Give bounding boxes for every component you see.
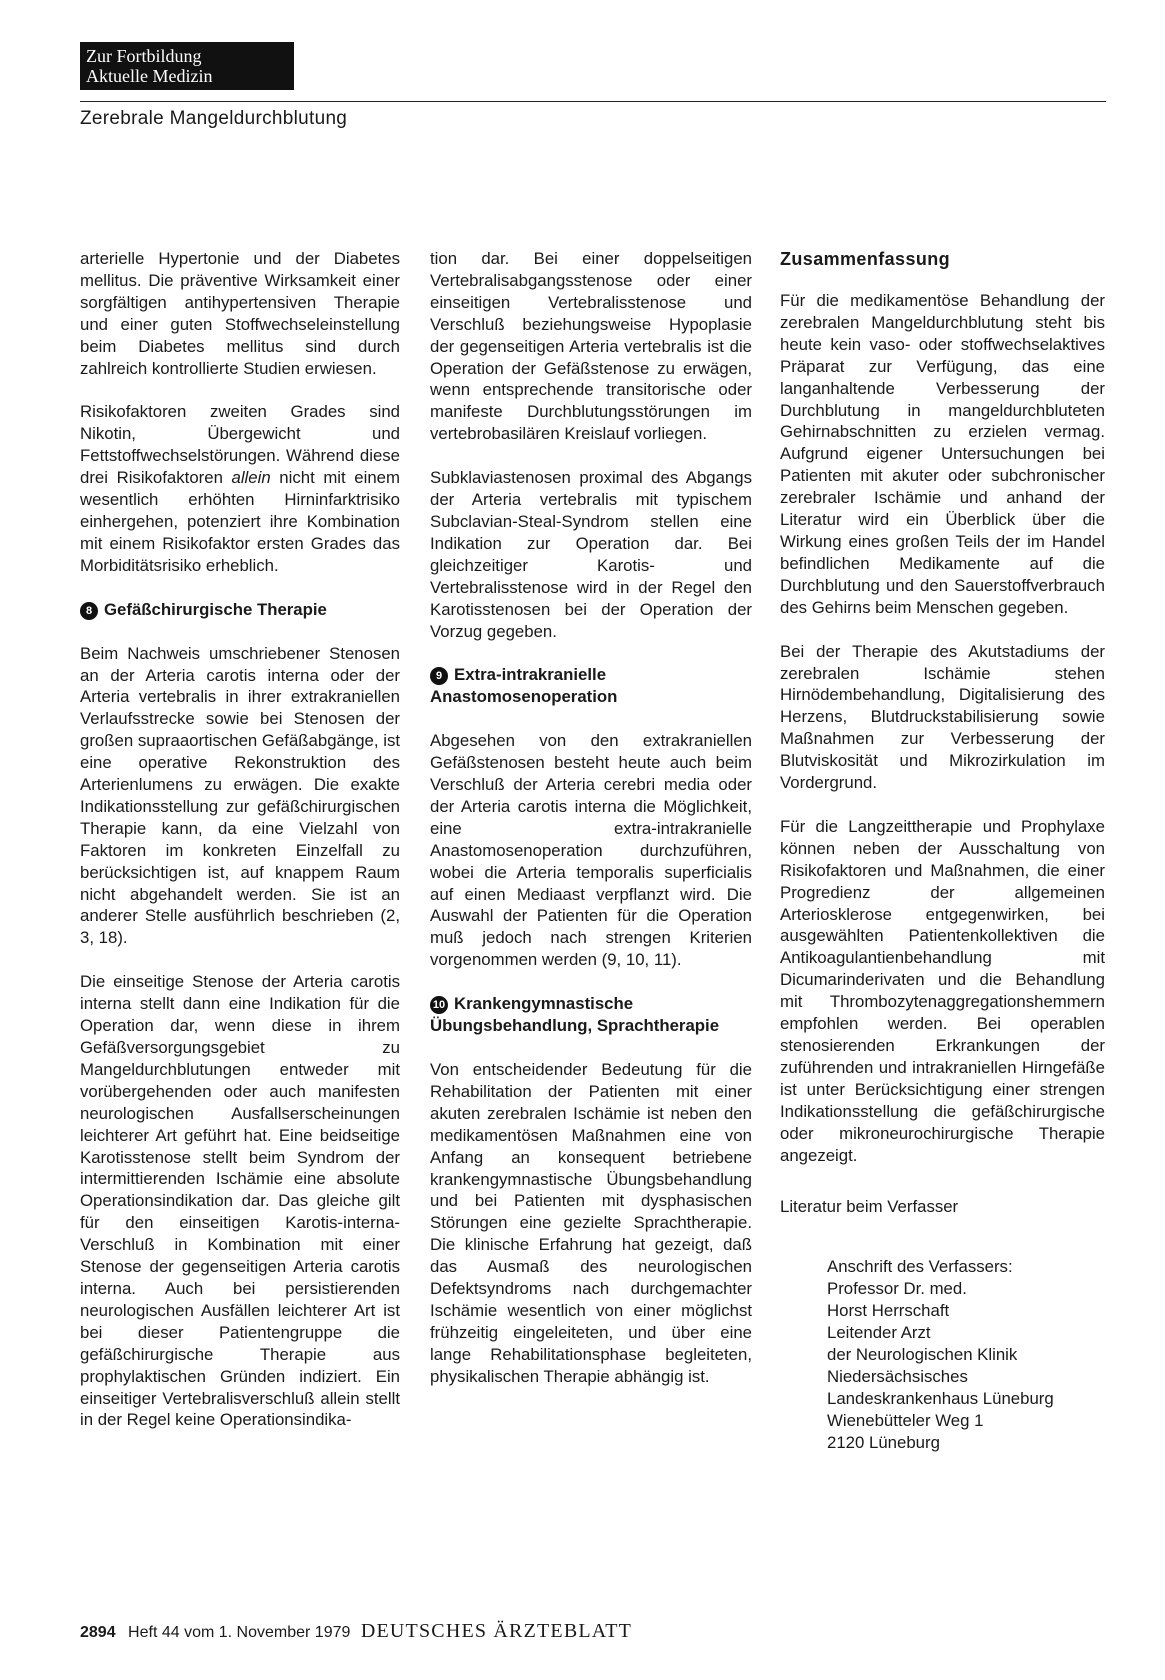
paragraph: tion dar. Bei einer doppelseitigen Vertebralisabgangsstenose oder einer einseitigen Vertebralisstenose und Verschluß beziehungsweise Hypoplasie der gegenseitigen Arteria vertebralis ist die Operation der Gefäßstenose zu erwägen, wenn entsprechende transitorische oder manifeste Durchblutungsstörungen im vertebrobasilären Kreislauf vorliegen. [430,249,752,444]
section-number-badge: 9 [430,667,448,685]
emphasis: allein [231,468,271,488]
running-title: Zerebrale Mangeldurchblutung [80,108,348,129]
paragraph: Bei der Therapie des Akutstadiums der zerebralen Ischämie stehen Hirnödembehandlung, Digitalisierung des Herzens, Blutdruckstabilisierung sowie Maßnahmen zur Verbesserung der Blutviskosität und Mikrozirkulation im Vordergrund. [780,641,1105,793]
address-line: Anschrift des Verfassers: [827,1257,1013,1277]
paragraph: Die einseitige Stenose der Arteria carotis interna stellt dann eine Indikation für die Operation dar, wenn diese in ihrem Gefäßversorgungsgebiet zu Mangeldurchblutungen entweder mit vorübergehenden oder auch manifesten neurologischen Ausfallserscheinungen leichterer Art geführt hat. Eine beidseitige Karotisstenose stellt beim Syndrom der intermittierenden Ischämie eine absolute Operationsindikation dar. Das gleiche gilt für den einseitigen Karotis-interna-Verschluß in Kombination mit einer Stenose der gegenseitigen Arteria carotis interna. Auch bei persistierenden neurologischen Ausfällen leichterer Art ist bei dieser Patientengruppe die gefäßchirurgische Therapie aus prophylaktischen Gründen indiziert. Ein einseitiger Vertebralisverschluß allein stellt in der Regel keine Operationsindika- [80,972,400,1430]
section-heading-9 [430,664,752,708]
journal-name: DEUTSCHES ÄRZTEBLATT [360,1620,633,1642]
column-1 [80,248,400,1453]
paragraph: Abgesehen von den extrakraniellen Gefäßstenosen besteht heute auch beim Verschluß der Arteria cerebri media oder der Arteria carotis interna die Möglichkeit, eine extra-intrakranielle Anastomosenoperation durchzuführen, wobei die Arteria temporalis superficialis auf einen Mediaast verpflanzt wird. Die Auswahl der Patienten für die Operation muß jedoch nach strengen Kriterien vorgenommen werden (9, 10, 11). [430,731,752,970]
column-2 [430,248,752,1410]
address-line: 2120 Lüneburg [827,1432,940,1452]
paragraph: Beim Nachweis umschriebener Stenosen an der Arteria carotis interna oder der Arteria vertebralis in ihrer extrakraniellen Verlaufsstrecke sowie bei Stenosen der großen supraaortischen Gefäßabgänge, ist eine operative Rekonstruktion des Arterienlumens zu erwägen. Die exakte Indikationsstellung zur gefäßchirurgischen Therapie kann, da eine Vielzahl von Faktoren im konkreten Einzelfall zu berücksichtigen ist, auf knappem Raum nicht abgehandelt werden. Sie ist an anderer Stelle ausführlich beschrieben (2, 3, 18). [80,643,400,948]
paragraph: Von entscheidender Bedeutung für die Rehabilitation der Patienten mit einer akuten zerebralen Ischämie ist neben den medikamentösen Maßnahmen eine von Anfang an konsequent betriebene krankengymnastische Übungsbehandlung und bei Patienten mit dysphasischen Störungen eine gezielte Sprachtherapie. Die klinische Erfahrung hat gezeigt, daß das Ausmaß des neurologischen Defektsyndroms nach durchgemachter Ischämie wesentlich von einer möglichst frühzeitig eingeleiteten, und über eine lange Rehabilitationsphase begleiteten, physikalischen Therapie abhängig ist. [430,1060,752,1386]
literature-note: Literatur beim Verfasser [780,1197,959,1217]
paragraph: Für die Langzeittherapie und Prophylaxe können neben der Ausschaltung von Risikofaktoren und Maßnahmen, die einer Progredienz der allgemeinen Arteriosklerose entgegenwirken, bei ausgewählten Patientenkollektiven die Antikoagulantienbehandlung mit Dicumarinderivaten und die Behandlung mit Thrombozytenaggregationshemmern empfohlen werden. Bei operablen stenosierenden Erkrankungen der zuführenden und intrakraniellen Hirngefäße ist unter Berücksichtigung einer strengen Indikationsstellung die gefäßchirurgische oder mikroneurochirurgische Therapie angezeigt. [780,816,1105,1165]
author-address [827,1256,1105,1453]
text-run: nicht mit einem wesentlich erhöhten Hirninfarktrisiko einhergehen, potenziert ihre Kombination mit einem Risikofaktor ersten Grades das Morbiditätsrisiko erheblich. [80,468,400,575]
paragraph: Für die medikamentöse Behandlung der zerebralen Mangeldurchblutung steht bis heute kein vaso- oder stoffwechselaktives Präparat zur Verfügung, das eine langanhaltende Verbesserung der Durchblutung in mangeldurchbluteten Gehirnabschnitten zu erzielen vermag. Aufgrund eigener Untersuchungen bei Patienten mit akuter oder subchronischer zerebraler Ischämie und anhand der Literatur wird ein Überblick über die Wirkung eines großen Teils der im Handel befindlichen Medikamente auf die Durchblutung und den Sauerstoffverbrauch des Gehirns beim Menschen gegeben. [780,291,1105,617]
paragraph: Subklaviastenosen proximal des Abgangs der Arteria vertebralis mit typischem Subclavian-Steal-Syndrom stellen eine Indikation zur Operation dar. Bei gleichzeitiger Karotis- und Vertebralisstenose wird in der Regel den Karotisstenosen bei der Operation der Vorzug gegeben. [430,468,752,641]
page-footer [80,1620,632,1643]
address-line: Leitender Arzt [827,1323,931,1343]
address-line: Landeskrankenhaus Lüneburg [827,1388,1054,1408]
section-number-badge: 8 [80,602,98,620]
header-rule [80,101,1106,102]
page-number: 2894 [80,1624,116,1641]
section-heading-10 [430,993,752,1037]
paragraph: arterielle Hypertonie und der Diabetes mellitus. Die präventive Wirksamkeit einer sorgfältigen antihypertensiven Therapie und einer guten Stoffwechseleinstellung beim Diabetes mellitus sind durch zahlreich kontrollierte Studien erwiesen. [80,249,400,378]
address-line: der Neurologischen Klinik [827,1344,1018,1364]
summary-heading: Zusammenfassung [780,249,951,269]
section-heading-text: Gefäßchirurgische Therapie [104,599,327,619]
address-line: Horst Herrschaft [827,1301,950,1321]
section-label [80,42,294,90]
section-label-line2: Aktuelle Medizin [86,66,213,86]
issue-info: Heft 44 vom 1. November 1979 [128,1624,351,1641]
paragraph [80,401,400,576]
address-line: Niedersächsisches [827,1366,968,1386]
section-heading-text: Extra-intrakranielle Anastomosenoperation [430,665,618,707]
section-number-badge: 10 [430,996,448,1014]
text-run: Risikofaktoren zweiten Grades sind Nikotin, Übergewicht und Fettstoffwechselstörungen. Während diese drei Risikofaktoren [80,402,400,488]
section-heading-text: Krankengymnastische Übungsbehandlung, Sprachtherapie [430,994,720,1036]
address-line: Wienebütteler Weg 1 [827,1410,984,1430]
section-heading-8 [80,599,400,621]
address-line: Professor Dr. med. [827,1279,967,1299]
section-label-line1: Zur Fortbildung [86,46,202,66]
column-3 [780,248,1105,1454]
